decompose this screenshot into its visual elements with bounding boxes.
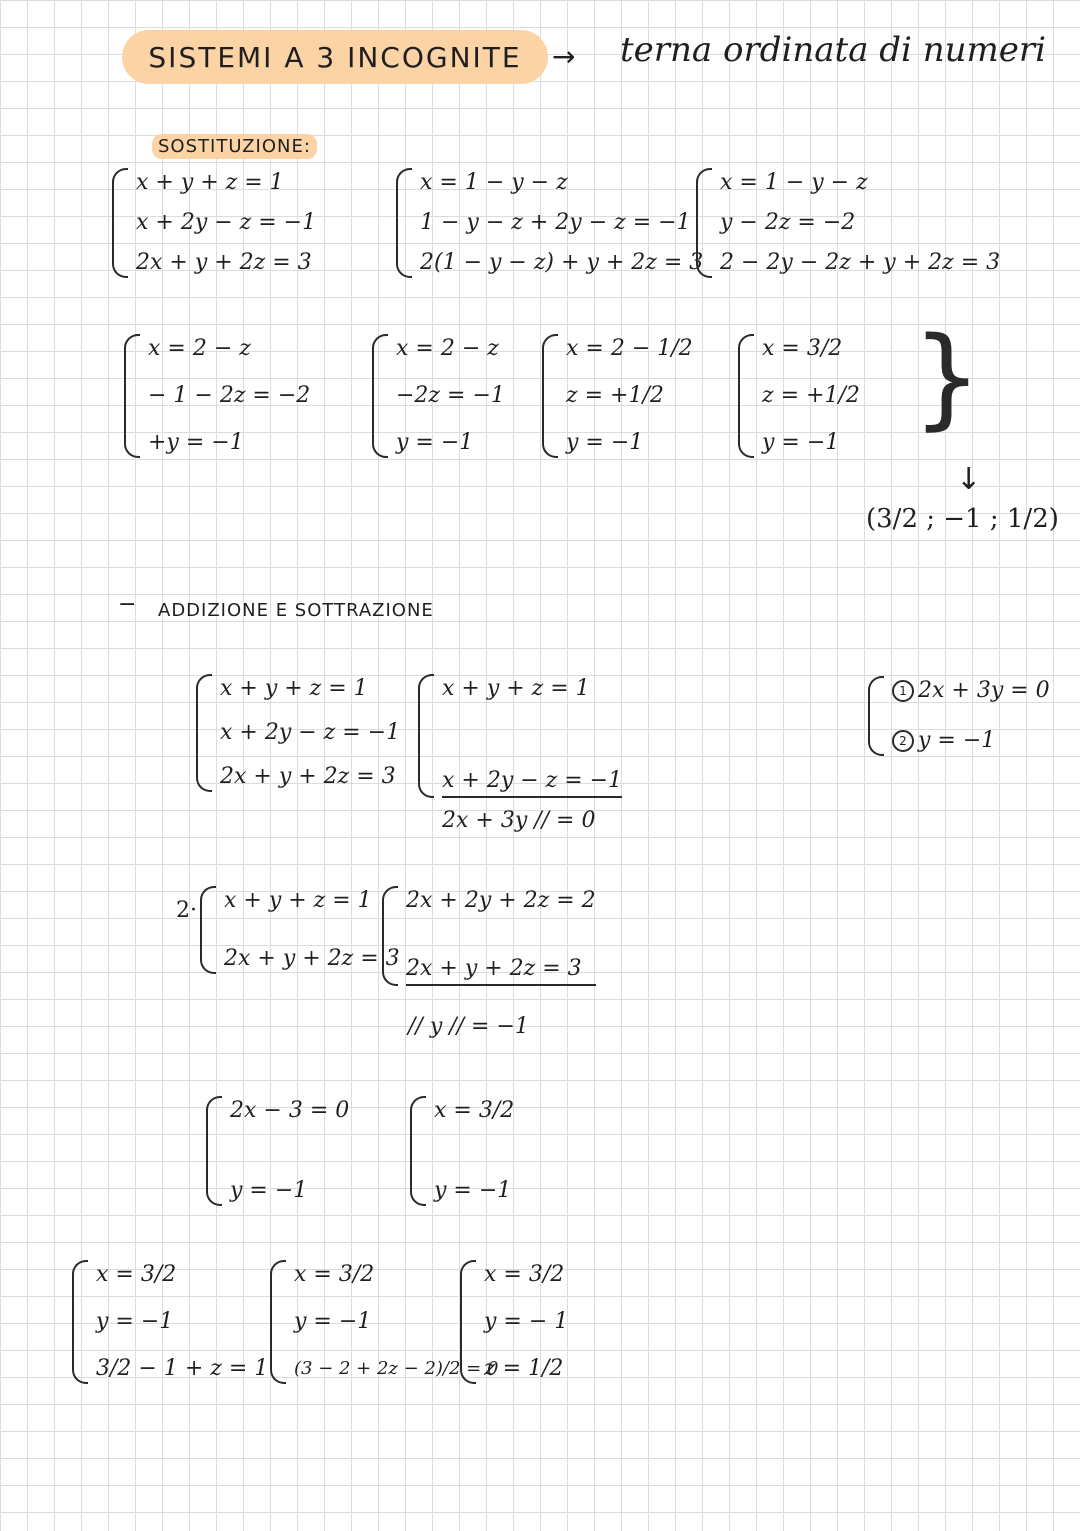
arrow-down-icon: ↓: [956, 462, 982, 497]
bullet-dash: −: [118, 592, 137, 617]
arrow-right-icon: →: [552, 40, 576, 73]
equation-line: 2x + y + 2z = 3: [220, 764, 396, 789]
equation-system: [396, 168, 703, 278]
equation-system: [200, 886, 400, 974]
equation-line: z = +1/2: [762, 383, 860, 408]
curly-brace: [542, 334, 558, 458]
equation-system: [410, 1096, 514, 1206]
equation-line: x = 2 − z: [396, 336, 499, 361]
equation-line: x + y + z = 1: [442, 676, 590, 701]
curly-brace: [410, 1096, 426, 1206]
equation-line: 2x + y + 2z = 3: [224, 946, 400, 971]
equation-line: [892, 676, 1050, 706]
equation-line: 2x − 3 = 0: [230, 1098, 350, 1123]
equation-line: 1 − y − z + 2y − z = −1: [420, 210, 691, 235]
equation-line: 2x + y + 2z = 3: [136, 250, 312, 275]
curly-brace: [696, 168, 712, 278]
equation-line: 3/2 − 1 + z = 1: [96, 1356, 269, 1381]
equation-line: x + y + z = 1: [224, 888, 372, 913]
title-note: terna ordinata di numeri: [620, 30, 1047, 70]
curly-brace: [372, 334, 388, 458]
curly-brace: [738, 334, 754, 458]
closing-brace: }: [912, 313, 982, 441]
curly-brace: [72, 1260, 88, 1384]
solution-triple: (3/2 ; −1 ; 1/2): [866, 504, 1059, 534]
curly-brace: [396, 168, 412, 278]
equation-system: [696, 168, 1000, 278]
equation-line: 2(1 − y − z) + y + 2z = 3: [420, 250, 704, 275]
curly-brace: [418, 674, 434, 798]
equation-line: y = −1: [230, 1178, 308, 1203]
equation-system: [196, 674, 400, 792]
equation-line: y = −1: [434, 1178, 512, 1203]
equation-line: z = 1/2: [484, 1356, 564, 1381]
curly-brace: [868, 676, 884, 756]
circled-number-2: 2: [892, 730, 914, 752]
equation-system: [418, 674, 622, 798]
equation-system: [382, 886, 596, 986]
equation-line: y = − 1: [484, 1309, 569, 1334]
equation-line: x = 2 − z: [148, 336, 251, 361]
equation-system: [372, 334, 505, 458]
substitution-heading-text: SOSTITUZIONE:: [152, 134, 317, 159]
curly-brace: [460, 1260, 476, 1384]
equation-line: x = 3/2: [96, 1262, 177, 1287]
equation-line: x = 1 − y − z: [420, 170, 568, 195]
equation-system: [738, 334, 860, 458]
equation-system: [460, 1260, 568, 1384]
sum-result: 2x + 3y // = 0: [442, 808, 596, 833]
curly-brace: [200, 886, 216, 974]
equation-line: y = −1: [294, 1309, 372, 1334]
curly-brace: [206, 1096, 222, 1206]
sum-result: // y // = −1: [408, 1014, 529, 1039]
equation-line: (3 − 2 + 2z − 2)/2 = 0: [294, 1358, 499, 1379]
curly-brace: [382, 886, 398, 986]
equation-line: y = −1: [96, 1309, 174, 1334]
side-equation-system: [868, 676, 1050, 756]
equation-line: y = −1: [396, 430, 474, 455]
equation-system: [112, 168, 316, 278]
substitution-heading: [152, 136, 317, 157]
page-title: SISTEMI A 3 INCOGNITE: [122, 30, 548, 84]
equation-line: x + y + z = 1: [220, 676, 368, 701]
curly-brace: [112, 168, 128, 278]
equation-line: x = 3/2: [762, 336, 843, 361]
addition-heading: ADDIZIONE E SOTTRAZIONE: [158, 600, 434, 621]
equation-line: 2x + 2y + 2z = 2: [406, 888, 596, 913]
equation-line: x + 2y − z = −1: [136, 210, 317, 235]
equation-line: x = 1 − y − z: [720, 170, 868, 195]
equation-line: x + y + z = 1: [136, 170, 284, 195]
equation-system: [206, 1096, 349, 1206]
equation-line: y = −1: [566, 430, 644, 455]
curly-brace: [270, 1260, 286, 1384]
equation-line: − 1 − 2z = −2: [148, 383, 311, 408]
equation-line: y = −1: [762, 430, 840, 455]
curly-brace: [196, 674, 212, 792]
equation-line: +y = −1: [148, 430, 244, 455]
equation-line: x + 2y − z = −1: [442, 766, 622, 798]
equation-line: x = 3/2: [484, 1262, 565, 1287]
equation-system: [124, 334, 310, 458]
equation-line: x = 3/2: [294, 1262, 375, 1287]
equation-line: z = +1/2: [566, 383, 664, 408]
equation-line: [892, 726, 1050, 756]
equation-text: 2x + 3y = 0: [918, 678, 1050, 703]
equation-line: 2x + y + 2z = 3: [406, 954, 596, 986]
equation-line: y − 2z = −2: [720, 210, 856, 235]
equation-line: x + 2y − z = −1: [220, 720, 401, 745]
equation-line: x = 2 − 1/2: [566, 336, 693, 361]
circled-number-1: 1: [892, 680, 914, 702]
curly-brace: [124, 334, 140, 458]
equation-text: y = −1: [918, 728, 996, 753]
multiplier: 2·: [176, 898, 197, 923]
equation-system: [72, 1260, 268, 1384]
equation-system: [542, 334, 693, 458]
equation-line: −2z = −1: [396, 383, 505, 408]
equation-line: 2 − 2y − 2z + y + 2z = 3: [720, 250, 1001, 275]
equation-line: x = 3/2: [434, 1098, 515, 1123]
